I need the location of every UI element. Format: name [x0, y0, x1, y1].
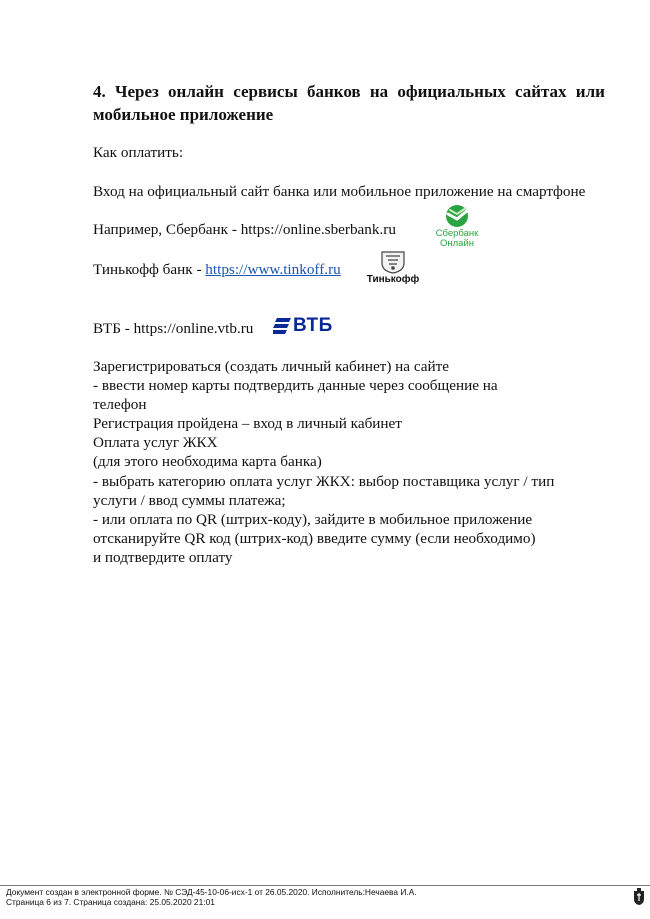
- sberbank-icon: [428, 203, 486, 229]
- heading-line-1: [93, 80, 605, 103]
- login-instruction: Вход на официальный сайт банка или мобильное приложение на смартфоне: [93, 183, 586, 200]
- sberbank-line: Например, Сбербанк - https://online.sberbank.ru: [93, 221, 396, 238]
- tinkoff-logo-text: Тинькофф: [366, 274, 420, 285]
- tinkoff-logo: [362, 250, 424, 285]
- heading-word: банков: [306, 82, 361, 101]
- vtb-logo-text: ВТБ: [293, 315, 333, 336]
- instruction-line: и подтвердите оплату: [93, 548, 233, 566]
- tinkoff-emblem-icon: [378, 250, 408, 274]
- instruction-line: (для этого необходима карта банка): [93, 453, 322, 471]
- heading-word: сервисы: [233, 82, 298, 101]
- instruction-line: - или оплата по QR (штрих-коду), зайдите в мобильное приложение: [93, 510, 533, 528]
- heading-word: онлайн: [168, 82, 224, 101]
- instruction-line: услуги / ввод суммы платежа;: [93, 491, 286, 509]
- vtb-line: ВТБ - https://online.vtb.ru: [93, 320, 254, 337]
- tinkoff-line: [93, 260, 341, 279]
- instruction-line: отсканируйте QR код (штрих-код) введите сумму (если необходимо): [93, 529, 536, 547]
- heading-word: 4.: [93, 82, 106, 101]
- heading-word: или: [575, 82, 605, 101]
- instruction-line: Регистрация пройдена – вход в личный кабинет: [93, 415, 402, 433]
- sberbank-logo-line2: Онлайн: [439, 238, 474, 249]
- document-footer: [6, 887, 417, 907]
- heading-word: официальных: [397, 82, 506, 101]
- instruction-line: Зарегистрироваться (создать личный кабинет) на сайте: [93, 358, 450, 375]
- footer-divider: [0, 885, 650, 886]
- vtb-logo: [273, 314, 333, 338]
- tinkoff-link[interactable]: https://www.tinkoff.ru: [205, 261, 341, 278]
- footer-line-1: Документ создан в электронной форме. № СЭД-45-10-06-исх-1 от 26.05.2020. Исполнитель:Нечаева И.А.: [6, 887, 417, 897]
- vtb-stripes-icon: [273, 316, 291, 336]
- instruction-line: телефон: [93, 396, 147, 414]
- tinkoff-prefix: Тинькофф банк -: [93, 261, 206, 278]
- instruction-line: - выбрать категорию оплата услуг ЖКХ: выбор поставщика услуг / тип: [93, 472, 555, 490]
- section-heading: [93, 80, 605, 126]
- instructions-block: [93, 357, 554, 567]
- heading-word: Через: [114, 82, 159, 101]
- sberbank-logo: [428, 203, 486, 249]
- instruction-line: - ввести номер карты подтвердить данные через сообщение на: [93, 377, 498, 395]
- heading-word: сайтах: [514, 82, 567, 101]
- sberbank-logo-line1: Сбербанк: [435, 228, 479, 239]
- how-to-pay-label: Как оплатить:: [93, 144, 184, 161]
- coat-of-arms-icon: [633, 888, 645, 911]
- footer-line-2: Страница 6 из 7. Страница создана: 25.05.2020 21:01: [6, 897, 215, 907]
- instruction-line: Оплата услуг ЖКХ: [93, 434, 218, 452]
- heading-word: на: [369, 82, 389, 101]
- heading-line-2: мобильное приложение: [93, 105, 274, 124]
